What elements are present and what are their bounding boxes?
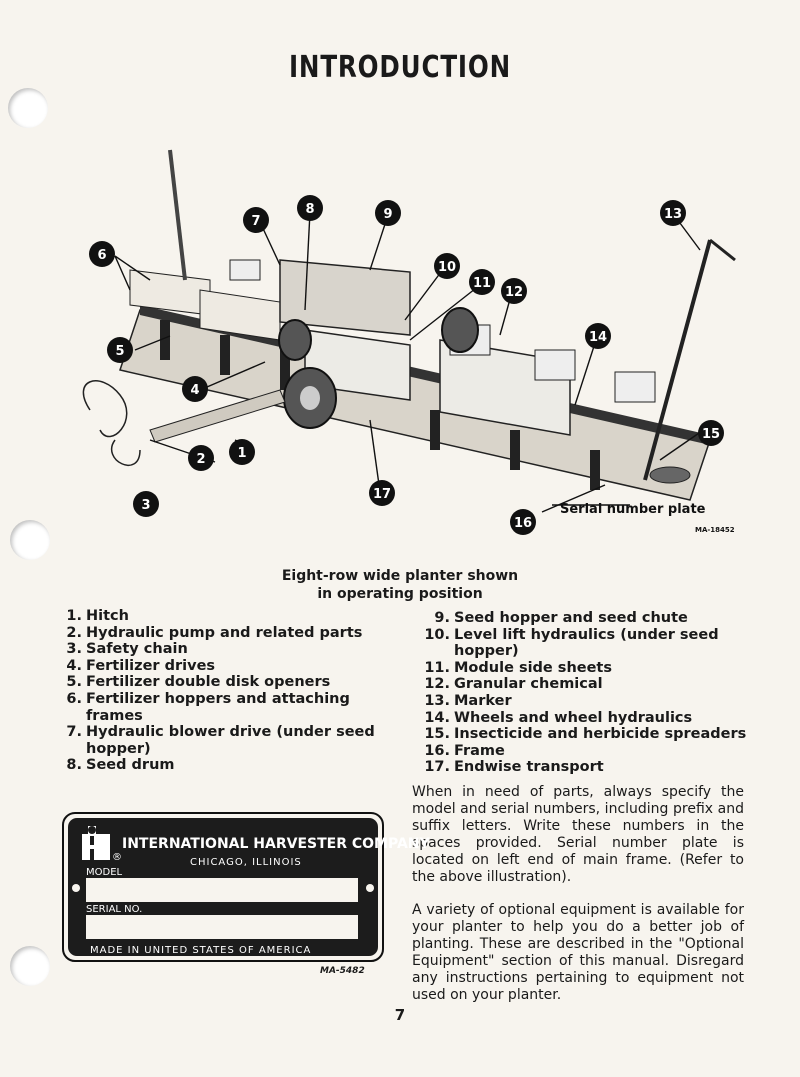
callout-6 — [89, 241, 115, 267]
model-field[interactable] — [86, 878, 358, 902]
plate-rivet-right — [366, 884, 374, 892]
parts-list-left — [60, 608, 400, 774]
list-item: 2. Hydraulic pump and related parts — [66, 624, 363, 641]
svg-text:6: 6 — [97, 248, 107, 263]
list-item: 9. Seed hopper and seed chute — [434, 610, 688, 626]
list-item: 11. Module side sheets — [424, 659, 612, 676]
callout-11 — [469, 269, 495, 295]
callout-3 — [133, 491, 159, 517]
svg-text:8: 8 — [305, 202, 315, 217]
serial-plate-label: Serial number plate — [560, 502, 706, 517]
svg-text:11: 11 — [472, 276, 492, 291]
list-item: 6. Fertilizer hoppers and attaching frames — [66, 690, 350, 724]
registered-mark: ® — [112, 852, 122, 863]
svg-text:14: 14 — [588, 330, 608, 345]
planter-drawing — [70, 140, 760, 540]
list-item: 17. Endwise transport — [424, 759, 604, 776]
callout-15 — [698, 420, 724, 446]
svg-text:17: 17 — [372, 487, 392, 502]
callout-9 — [375, 200, 401, 226]
plate-company-name: INTERNATIONAL HARVESTER COMPANY — [122, 836, 430, 852]
svg-text:5: 5 — [115, 344, 125, 359]
plate-rivet-left — [72, 884, 80, 892]
svg-text:7: 7 — [251, 214, 261, 229]
svg-text:3: 3 — [141, 498, 151, 513]
serial-plate-graphic — [62, 812, 430, 962]
list-item: 1. Hitch — [66, 608, 129, 624]
callout-1 — [229, 439, 255, 465]
callout-13 — [660, 200, 686, 226]
plate-city: CHICAGO, ILLINOIS — [190, 857, 302, 868]
callout-8 — [297, 195, 323, 221]
svg-text:1: 1 — [237, 446, 247, 461]
list-item: 13. Marker — [424, 692, 512, 709]
optional-equipment-paragraph: A variety of optional equipment is available for your planter to help you do a better job of planting. These are described in the "Optional Equipment" section of this manual. Disregard any instructions pertaining to equipment not used on your planter. — [412, 902, 744, 1003]
callout-7 — [243, 207, 269, 233]
serial-label: SERIAL NO. — [86, 904, 143, 915]
caption-line-2: in operating position — [317, 586, 483, 602]
planter-illustration — [70, 140, 760, 540]
callout-4 — [182, 376, 208, 402]
svg-text:15: 15 — [701, 427, 721, 442]
caption-line-1: Eight-row wide planter shown — [281, 568, 519, 584]
svg-text:13: 13 — [663, 207, 683, 222]
list-item: 14. Wheels and wheel hydraulics — [424, 709, 693, 726]
list-item: 10. Level lift hydraulics (under seed hopper) — [424, 626, 719, 660]
serial-number-plate — [62, 812, 430, 962]
plate-made-in: MADE IN UNITED STATES OF AMERICA — [90, 945, 312, 956]
svg-text:4: 4 — [190, 383, 200, 398]
callout-12 — [501, 278, 527, 304]
page-title: INTRODUCTION — [288, 50, 512, 85]
binder-hole-top — [8, 88, 48, 128]
parts-ordering-paragraph: When in need of parts, always specify the model and serial numbers, including prefix and suffix letters. Write these numbers in the spaces provided. Serial number plate is located on left end of main frame. (Refer to the above illustration). — [412, 784, 744, 885]
callout-5 — [107, 337, 133, 363]
list-item: 12. Granular chemical — [424, 676, 603, 693]
binder-hole-bottom — [10, 946, 50, 986]
callout-10 — [434, 253, 460, 279]
callout-2 — [188, 445, 214, 471]
list-item: 5. Fertilizer double disk openers — [66, 674, 331, 691]
list-item: 15. Insecticide and herbicide spreaders — [424, 726, 747, 743]
list-item: 16. Frame — [424, 742, 505, 759]
callout-17 — [369, 480, 395, 506]
page-number: 7 — [394, 1006, 406, 1024]
plate-figure-ref: MA-5482 — [320, 966, 365, 976]
list-item: 4. Fertilizer drives — [66, 657, 216, 674]
svg-text:12: 12 — [504, 285, 524, 300]
model-label: MODEL — [86, 867, 123, 878]
figure-caption — [190, 567, 610, 603]
list-item: 3. Safety chain — [66, 641, 188, 658]
svg-text:9: 9 — [383, 207, 393, 222]
callout-16 — [510, 509, 536, 535]
svg-text:10: 10 — [437, 260, 457, 275]
figure-ref: MA-18452 — [695, 526, 735, 534]
binder-hole-middle — [10, 520, 50, 560]
svg-text:2: 2 — [196, 452, 206, 467]
list-item: 7. Hydraulic blower drive (under seed hopper) — [66, 724, 375, 757]
list-item: 8. Seed drum — [66, 757, 175, 774]
parts-list-right — [410, 610, 750, 776]
svg-text:16: 16 — [513, 516, 533, 531]
serial-field[interactable] — [86, 915, 358, 939]
callout-14 — [585, 323, 611, 349]
